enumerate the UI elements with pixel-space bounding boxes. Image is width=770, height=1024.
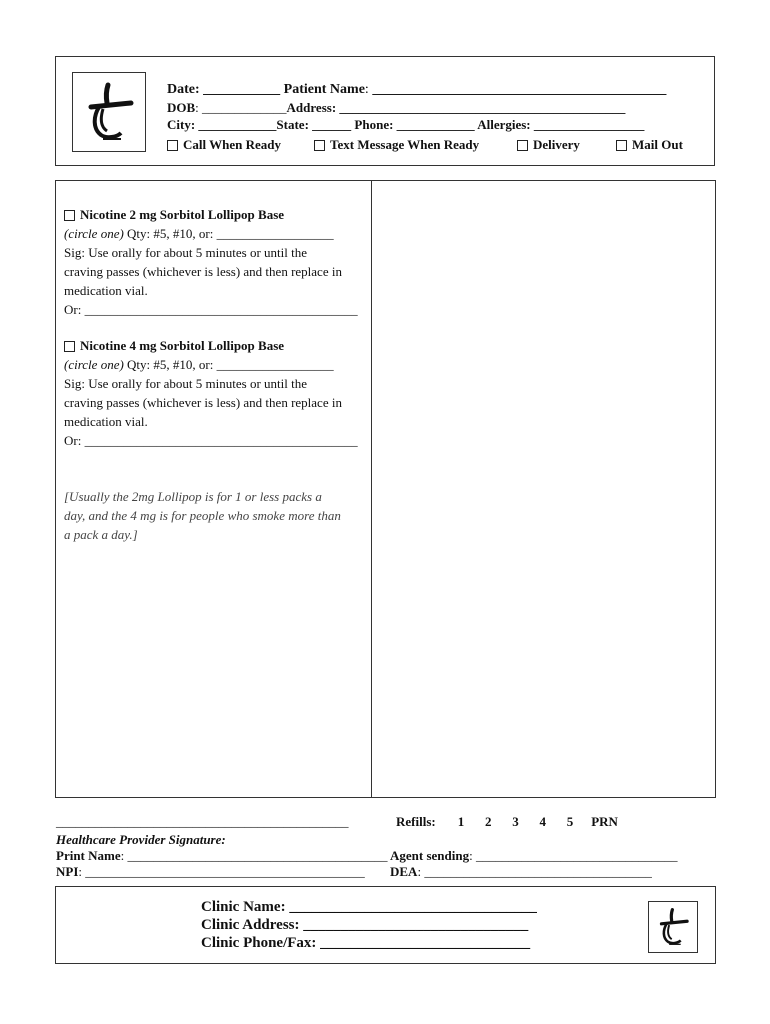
- agent-field[interactable]: : _______________________________: [469, 848, 678, 863]
- date-field[interactable]: ___________: [203, 82, 281, 97]
- refill-option-1[interactable]: 1: [457, 814, 465, 829]
- dea-row: [390, 863, 652, 880]
- clinic-address-row: [201, 916, 528, 934]
- checkbox-icon[interactable]: [616, 140, 627, 151]
- header-line-3: [167, 116, 644, 133]
- pharmacy-logo: [72, 72, 146, 152]
- refill-option-5[interactable]: 5: [566, 814, 574, 829]
- patient-name-label: Patient Name: [283, 82, 365, 97]
- rx-item-title: Nicotine 2 mg Sorbitol Lollipop Base: [80, 207, 285, 222]
- header-line-1: Date: ___________ Patient Name: __________________________________________: [167, 82, 667, 97]
- pharmacy-logo-small: [648, 901, 698, 953]
- clinic-phone-field[interactable]: ____________________________: [316, 935, 531, 951]
- refill-option-prn[interactable]: PRN: [591, 814, 618, 829]
- rx-item-2mg: Nicotine 2 mg Sorbitol Lollipop Base (circle one) Qty: #5, #10, or: __________________ Sig: Use orally for about 5 minutes or until the craving passes (whichever is less) and then replace in medication vial. Or: __________________________________________: [64, 206, 369, 318]
- phone-field[interactable]: ____________: [393, 117, 475, 132]
- address-field[interactable]: ____________________________________________: [336, 100, 626, 115]
- address-label: Address:: [286, 100, 337, 115]
- or-field[interactable]: Or: __________________________________________: [64, 433, 358, 448]
- clinic-name-row: [201, 898, 537, 916]
- signature-label: Healthcare Provider Signature:: [56, 832, 226, 847]
- print-name-label: Print Name: [56, 848, 121, 863]
- column-divider: [371, 181, 372, 797]
- date-label: Date:: [167, 82, 200, 97]
- qty-field[interactable]: Qty: #5, #10, or: __________________: [123, 226, 334, 241]
- state-label: State:: [276, 117, 309, 132]
- agent-row: [390, 847, 677, 864]
- clinic-phone-row: [201, 934, 530, 952]
- or-field[interactable]: Or: __________________________________________: [64, 302, 358, 317]
- contact-option-delivery[interactable]: Delivery: [517, 136, 580, 153]
- mortar-pestle-icon: [649, 902, 697, 952]
- contact-option-call[interactable]: Call When Ready: [167, 136, 281, 153]
- clinic-address-field[interactable]: ______________________________: [299, 917, 529, 933]
- refill-option-4[interactable]: 4: [539, 814, 546, 829]
- checkbox-icon[interactable]: [314, 140, 325, 151]
- dea-field[interactable]: : ___________________________________: [417, 864, 652, 879]
- city-field[interactable]: ____________: [195, 117, 277, 132]
- allergies-label: Allergies:: [477, 117, 531, 132]
- checkbox-icon[interactable]: [167, 140, 178, 151]
- prescription-box: [55, 180, 716, 798]
- dosage-note: [Usually the 2mg Lollipop is for 1 or less packs a day, and the 4 mg is for people who smoke more than a pack a day.]: [64, 489, 341, 542]
- agent-label: Agent sending: [390, 848, 470, 863]
- npi-field[interactable]: : ___________________________________________: [78, 864, 365, 879]
- contact-option-mail[interactable]: Mail Out: [616, 136, 683, 153]
- allergies-field[interactable]: _________________: [530, 117, 645, 132]
- npi-label: NPI: [56, 864, 79, 879]
- clinic-phone-label: Clinic Phone/Fax:: [201, 935, 317, 951]
- npi-row: [56, 863, 365, 880]
- refills-row: [396, 813, 618, 830]
- dob-field[interactable]: : _____________: [195, 100, 287, 115]
- signature-line[interactable]: _____________________________________________: [56, 814, 349, 829]
- rx-item-title: Nicotine 4 mg Sorbitol Lollipop Base: [80, 338, 285, 353]
- header-line-2: [167, 99, 625, 116]
- checkbox-icon[interactable]: [64, 210, 75, 221]
- qty-field[interactable]: Qty: #5, #10, or: __________________: [123, 357, 334, 372]
- refill-option-2[interactable]: 2: [484, 814, 492, 829]
- clinic-address-label: Clinic Address:: [201, 917, 300, 933]
- print-name-field[interactable]: : ________________________________________: [120, 848, 388, 863]
- phone-label: Phone:: [354, 117, 394, 132]
- clinic-name-label: Clinic Name:: [201, 899, 286, 915]
- patient-info-box: [55, 56, 715, 166]
- clinic-info-box: [55, 886, 716, 964]
- state-field[interactable]: ______: [308, 117, 352, 132]
- city-label: City:: [167, 117, 196, 132]
- dea-label: DEA: [390, 864, 418, 879]
- checkbox-icon[interactable]: [517, 140, 528, 151]
- clinic-name-field[interactable]: _________________________________: [285, 899, 537, 915]
- dob-label: DOB: [167, 100, 196, 115]
- contact-option-text[interactable]: Text Message When Ready: [314, 136, 479, 153]
- mortar-pestle-icon: [73, 73, 145, 151]
- checkbox-icon[interactable]: [64, 341, 75, 352]
- refill-option-3[interactable]: 3: [512, 814, 519, 829]
- refills-label: Refills:: [396, 814, 436, 829]
- rx-item-4mg: Nicotine 4 mg Sorbitol Lollipop Base (circle one) Qty: #5, #10, or: __________________ Sig: Use orally for about 5 minutes or until the craving passes (whichever is less) and then replace in medication vial. Or: __________________________________________: [64, 337, 369, 449]
- patient-name-field[interactable]: __________________________________________: [368, 82, 667, 97]
- print-name-row: [56, 847, 388, 864]
